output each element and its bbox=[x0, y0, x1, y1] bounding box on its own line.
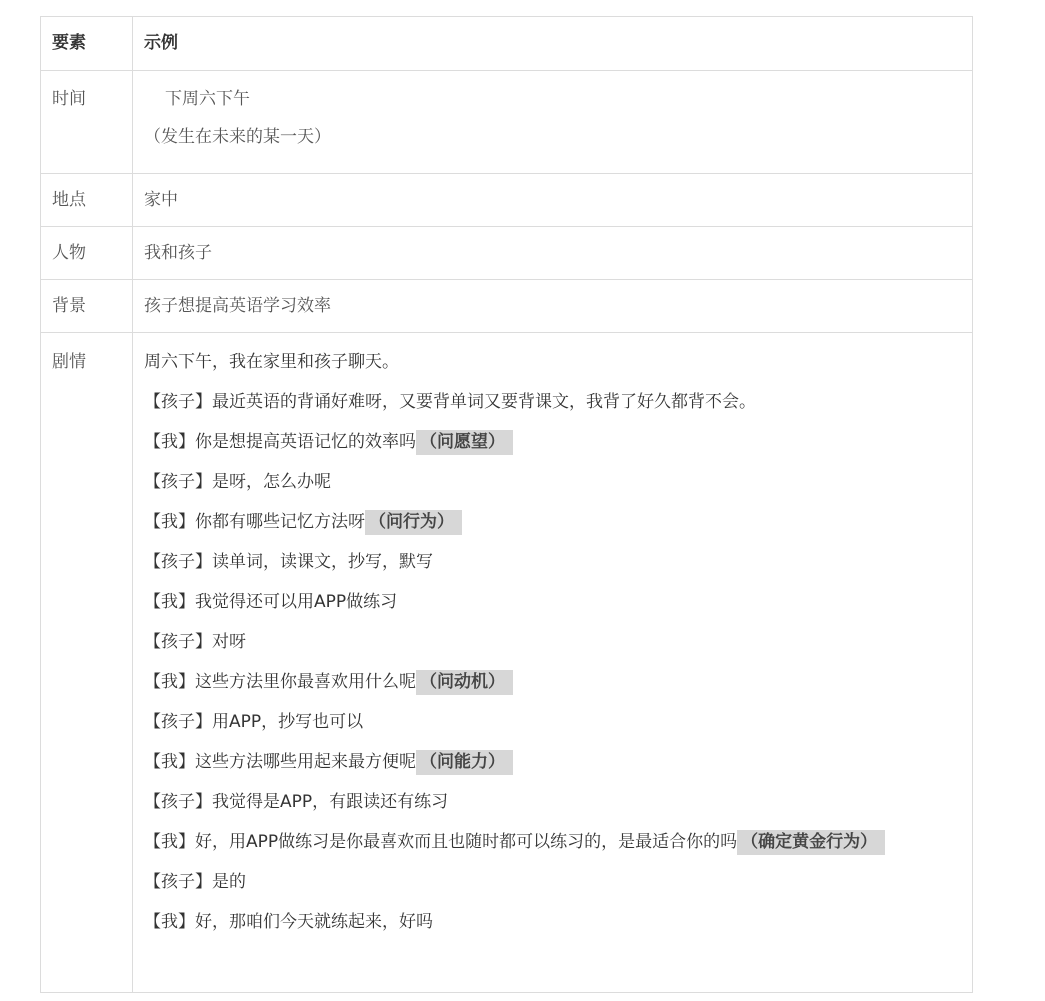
plot-line bbox=[144, 622, 972, 662]
plot-line-text: 【我】好，用APP做练习是你最喜欢而且也随时都可以练习的，是最适合你的吗 bbox=[144, 832, 738, 852]
plot-line-text: 【我】这些方法里你最喜欢用什么呢 bbox=[144, 672, 416, 692]
table-row-place bbox=[41, 174, 973, 227]
plot-line-text: 【我】你是想提高英语记忆的效率吗 bbox=[144, 432, 416, 452]
table-row-background bbox=[41, 280, 973, 333]
scenario-table-container bbox=[40, 16, 972, 993]
plot-label: 剧情 bbox=[52, 352, 86, 372]
plot-line-text: 【孩子】是呀，怎么办呢 bbox=[144, 472, 331, 492]
time-value-line2: （发生在未来的某一天） bbox=[144, 127, 331, 147]
plot-line bbox=[144, 742, 972, 782]
background-label: 背景 bbox=[41, 280, 133, 333]
plot-line-tag: （确定黄金行为） bbox=[737, 830, 885, 855]
plot-line bbox=[144, 422, 972, 462]
background-value: 孩子想提高英语学习效率 bbox=[133, 280, 973, 333]
table-row-plot bbox=[41, 333, 973, 993]
plot-line-text: 【孩子】我觉得是APP，有跟读还有练习 bbox=[144, 792, 449, 812]
plot-line bbox=[144, 542, 972, 582]
plot-line-text: 【我】你都有哪些记忆方法呀 bbox=[144, 512, 365, 532]
plot-line-text: 【孩子】是的 bbox=[144, 872, 246, 892]
people-label: 人物 bbox=[41, 227, 133, 280]
place-label: 地点 bbox=[41, 174, 133, 227]
plot-line bbox=[144, 382, 972, 422]
plot-line-tag: （问愿望） bbox=[416, 430, 513, 455]
time-value-line1: 下周六下午 bbox=[165, 89, 250, 109]
plot-line bbox=[144, 662, 972, 702]
plot-line-text: 【我】这些方法哪些用起来最方便呢 bbox=[144, 752, 416, 772]
plot-line bbox=[144, 502, 972, 542]
plot-line bbox=[144, 462, 972, 502]
plot-line-text: 【我】好，那咱们今天就练起来，好吗 bbox=[144, 912, 433, 932]
time-label: 时间 bbox=[52, 89, 86, 109]
plot-line-text: 【孩子】用APP，抄写也可以 bbox=[144, 712, 364, 732]
plot-line bbox=[144, 702, 972, 742]
plot-line-text: 【孩子】最近英语的背诵好难呀，又要背单词又要背课文，我背了好久都背不会。 bbox=[144, 392, 756, 412]
plot-line-text: 【我】我觉得还可以用APP做练习 bbox=[144, 592, 398, 612]
scenario-table bbox=[40, 16, 973, 993]
header-example: 示例 bbox=[133, 17, 973, 71]
plot-line-tag: （问能力） bbox=[416, 750, 513, 775]
plot-line bbox=[144, 822, 934, 862]
plot-line-tag: （问动机） bbox=[416, 670, 513, 695]
header-element: 要素 bbox=[41, 17, 133, 71]
table-row-time bbox=[41, 71, 973, 174]
place-value: 家中 bbox=[133, 174, 973, 227]
plot-line bbox=[144, 782, 972, 822]
plot-lines bbox=[144, 342, 972, 942]
table-row-people bbox=[41, 227, 973, 280]
plot-line-text: 周六下午，我在家里和孩子聊天。 bbox=[144, 352, 399, 372]
plot-line bbox=[144, 342, 972, 382]
people-value: 我和孩子 bbox=[133, 227, 973, 280]
plot-line bbox=[144, 582, 972, 622]
plot-line-text: 【孩子】读单词，读课文，抄写，默写 bbox=[144, 552, 433, 572]
plot-line-text: 【孩子】对呀 bbox=[144, 632, 246, 652]
plot-line bbox=[144, 902, 972, 942]
plot-line bbox=[144, 862, 972, 902]
table-header-row bbox=[41, 17, 973, 71]
plot-line-tag: （问行为） bbox=[365, 510, 462, 535]
